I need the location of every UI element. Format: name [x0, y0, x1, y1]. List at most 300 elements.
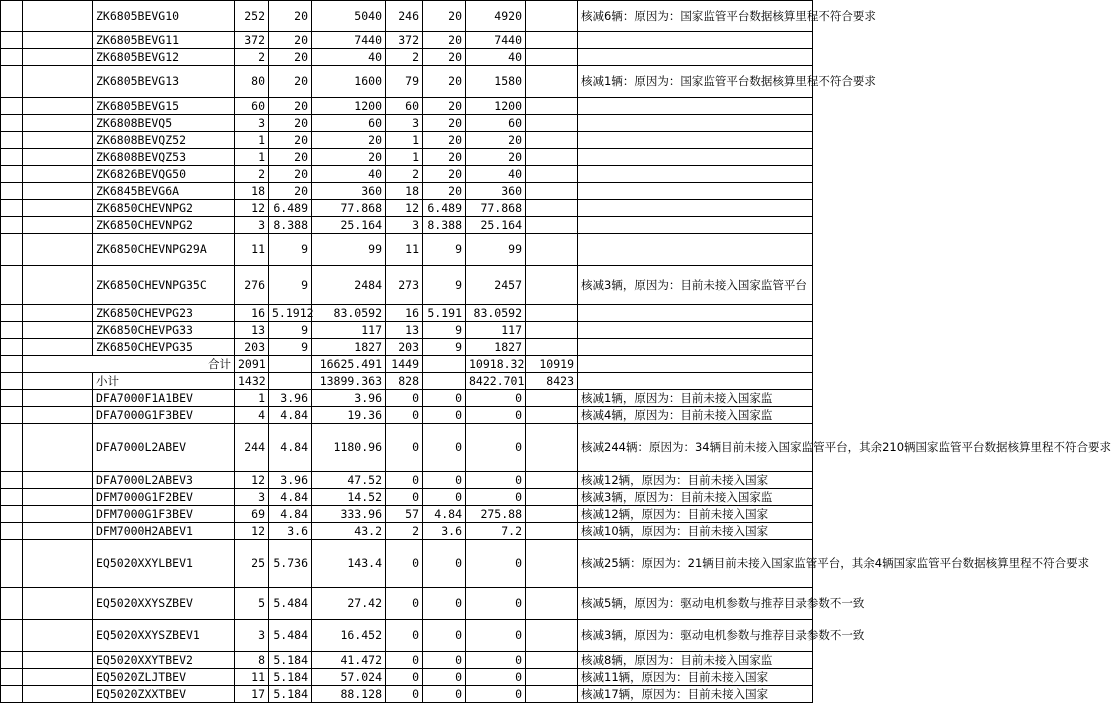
- value-cell: 252: [235, 1, 269, 32]
- value-cell: 5: [235, 588, 269, 620]
- model-cell: ZK6850CHEVNPG29A: [93, 234, 235, 266]
- row-gutter-cell: [1, 98, 23, 115]
- table-row: [1, 322, 813, 339]
- value-cell: 0: [423, 540, 466, 588]
- empty-cell: [526, 424, 578, 472]
- table-row: [1, 66, 813, 98]
- group-cell: [23, 217, 93, 234]
- value-cell: 14.52: [312, 489, 386, 506]
- model-cell: ZK6850CHEVPG33: [93, 322, 235, 339]
- value-cell: 6.489: [423, 200, 466, 217]
- value-cell: 0: [386, 489, 423, 506]
- value-cell: 20: [269, 1, 312, 32]
- model-cell: EQ5020XXYTBEV2: [93, 652, 235, 669]
- row-gutter-cell: [1, 686, 23, 703]
- value-cell: 83.0592: [466, 305, 526, 322]
- row-gutter-cell: [1, 356, 23, 373]
- value-cell: 20: [466, 149, 526, 166]
- value-cell: 12: [235, 200, 269, 217]
- empty-cell: [269, 356, 312, 373]
- model-cell: ZK6805BEVG10: [93, 1, 235, 32]
- value-cell: 0: [423, 652, 466, 669]
- value-cell: 0: [386, 424, 423, 472]
- empty-cell: [526, 322, 578, 339]
- row-gutter-cell: [1, 620, 23, 652]
- group-cell: [23, 183, 93, 200]
- table-row: [1, 506, 813, 523]
- subtotal-approved-count: 828: [386, 373, 423, 390]
- model-cell: EQ5020XXYSZBEV1: [93, 620, 235, 652]
- model-cell: DFM7000G1F3BEV: [93, 506, 235, 523]
- value-cell: 43.2: [312, 523, 386, 540]
- group-cell: [23, 234, 93, 266]
- table-row: [1, 523, 813, 540]
- value-cell: 9: [423, 339, 466, 356]
- value-cell: 372: [235, 32, 269, 49]
- note-cell: 核减1辆，原因为：目前未接入国家监: [578, 390, 813, 407]
- value-cell: 20: [269, 149, 312, 166]
- table-row: [1, 132, 813, 149]
- note-cell: [578, 98, 813, 115]
- value-cell: 1180.96: [312, 424, 386, 472]
- value-cell: 2: [386, 49, 423, 66]
- value-cell: 18: [386, 183, 423, 200]
- group-cell: [23, 424, 93, 472]
- value-cell: 0: [386, 588, 423, 620]
- value-cell: 244: [235, 424, 269, 472]
- value-cell: 3: [386, 115, 423, 132]
- value-cell: 0: [423, 407, 466, 424]
- value-cell: 0: [386, 652, 423, 669]
- row-gutter-cell: [1, 373, 23, 390]
- value-cell: 0: [386, 472, 423, 489]
- value-cell: 8.388: [269, 217, 312, 234]
- note-cell: [578, 339, 813, 356]
- row-gutter-cell: [1, 305, 23, 322]
- value-cell: 19.36: [312, 407, 386, 424]
- value-cell: 20: [423, 132, 466, 149]
- value-cell: 0: [386, 620, 423, 652]
- row-gutter-cell: [1, 489, 23, 506]
- note-cell: 核减244辆：原因为：34辆目前未接入国家监管平台，其余210辆国家监管平台数据核算里程不符合要求: [578, 424, 813, 472]
- table-row: [1, 200, 813, 217]
- value-cell: 57: [386, 506, 423, 523]
- group-cell: [23, 149, 93, 166]
- row-gutter-cell: [1, 200, 23, 217]
- table-row: [1, 217, 813, 234]
- value-cell: 16: [235, 305, 269, 322]
- value-cell: 5.184: [269, 686, 312, 703]
- value-cell: 246: [386, 1, 423, 32]
- value-cell: 11: [235, 234, 269, 266]
- total-approved-amount: 10918.32: [466, 356, 526, 373]
- empty-cell: [526, 166, 578, 183]
- model-cell: EQ5020ZLJTBEV: [93, 669, 235, 686]
- group-cell: [23, 373, 93, 390]
- total-approved-count: 1449: [386, 356, 423, 373]
- row-gutter-cell: [1, 49, 23, 66]
- value-cell: 80: [235, 66, 269, 98]
- empty-cell: [526, 32, 578, 49]
- table-row: [1, 540, 813, 588]
- value-cell: 20: [269, 66, 312, 98]
- value-cell: 372: [386, 32, 423, 49]
- table-row: [1, 620, 813, 652]
- value-cell: 13: [235, 322, 269, 339]
- value-cell: 0: [423, 686, 466, 703]
- note-cell: 核减25辆：原因为：21辆目前未接入国家监管平台，其余4辆国家监管平台数据核算里程不符合要求: [578, 540, 813, 588]
- total-count: 2091: [235, 356, 269, 373]
- empty-cell: [526, 66, 578, 98]
- value-cell: 60: [235, 98, 269, 115]
- value-cell: 20: [269, 32, 312, 49]
- value-cell: 5.736: [269, 540, 312, 588]
- value-cell: 0: [466, 424, 526, 472]
- value-cell: 0: [386, 686, 423, 703]
- value-cell: 20: [312, 132, 386, 149]
- value-cell: 12: [235, 523, 269, 540]
- note-cell: 核减3辆，原因为：驱动电机参数与推荐目录参数不一致: [578, 620, 813, 652]
- value-cell: 6.489: [269, 200, 312, 217]
- group-cell: [23, 305, 93, 322]
- table-row: [1, 407, 813, 424]
- model-cell: ZK6850CHEVNPG2: [93, 200, 235, 217]
- empty-cell: [526, 407, 578, 424]
- value-cell: 40: [466, 166, 526, 183]
- value-cell: 1200: [312, 98, 386, 115]
- table-row: [1, 49, 813, 66]
- model-cell: ZK6805BEVG11: [93, 32, 235, 49]
- row-gutter-cell: [1, 66, 23, 98]
- group-cell: [23, 472, 93, 489]
- value-cell: 4: [235, 407, 269, 424]
- value-cell: 276: [235, 266, 269, 305]
- value-cell: 2: [386, 166, 423, 183]
- value-cell: 40: [312, 166, 386, 183]
- group-cell: [23, 588, 93, 620]
- empty-cell: [526, 200, 578, 217]
- value-cell: 13: [386, 322, 423, 339]
- value-cell: 20: [423, 149, 466, 166]
- table-row: [1, 166, 813, 183]
- model-cell: ZK6850CHEVNPG35C: [93, 266, 235, 305]
- value-cell: 1: [386, 149, 423, 166]
- note-cell: 核减3辆，原因为：目前未接入国家监管平台: [578, 266, 813, 305]
- value-cell: 117: [466, 322, 526, 339]
- note-cell: 核减3辆，原因为：目前未接入国家监: [578, 489, 813, 506]
- group-cell: [23, 489, 93, 506]
- value-cell: 275.88: [466, 506, 526, 523]
- value-cell: 20: [423, 183, 466, 200]
- value-cell: 2: [235, 49, 269, 66]
- empty-cell: [526, 540, 578, 588]
- value-cell: 273: [386, 266, 423, 305]
- value-cell: 1600: [312, 66, 386, 98]
- subtotal-count: 1432: [235, 373, 269, 390]
- group-cell: [23, 669, 93, 686]
- group-cell: [23, 540, 93, 588]
- value-cell: 4.84: [269, 506, 312, 523]
- note-cell: 核减11辆，原因为：目前未接入国家: [578, 669, 813, 686]
- value-cell: 0: [466, 407, 526, 424]
- table-row: [1, 489, 813, 506]
- total-amount: 16625.491: [312, 356, 386, 373]
- empty-cell: [423, 373, 466, 390]
- value-cell: 69: [235, 506, 269, 523]
- value-cell: 3.96: [269, 472, 312, 489]
- value-cell: 20: [269, 49, 312, 66]
- value-cell: 8: [235, 652, 269, 669]
- value-cell: 20: [423, 166, 466, 183]
- value-cell: 3: [235, 620, 269, 652]
- value-cell: 20: [269, 98, 312, 115]
- group-cell: [23, 66, 93, 98]
- table-row: [1, 652, 813, 669]
- value-cell: 0: [423, 489, 466, 506]
- table-row: [1, 1, 813, 32]
- value-cell: 203: [386, 339, 423, 356]
- note-cell: [578, 234, 813, 266]
- note-cell: [578, 149, 813, 166]
- table-row: [1, 149, 813, 166]
- value-cell: 5.191: [423, 305, 466, 322]
- group-cell: [23, 390, 93, 407]
- empty-cell: [578, 356, 813, 373]
- group-cell: [23, 266, 93, 305]
- value-cell: 2484: [312, 266, 386, 305]
- value-cell: 11: [235, 669, 269, 686]
- model-cell: DFM7000H2ABEV1: [93, 523, 235, 540]
- table-row: [1, 339, 813, 356]
- value-cell: 3: [235, 489, 269, 506]
- value-cell: 12: [386, 200, 423, 217]
- value-cell: 20: [423, 66, 466, 98]
- value-cell: 143.4: [312, 540, 386, 588]
- row-gutter-cell: [1, 506, 23, 523]
- row-gutter-cell: [1, 523, 23, 540]
- note-cell: [578, 115, 813, 132]
- value-cell: 0: [466, 472, 526, 489]
- empty-cell: [526, 115, 578, 132]
- value-cell: 5.484: [269, 620, 312, 652]
- total-row: [1, 356, 813, 373]
- value-cell: 203: [235, 339, 269, 356]
- empty-cell: [526, 686, 578, 703]
- model-cell: ZK6808BEVQZ53: [93, 149, 235, 166]
- row-gutter-cell: [1, 217, 23, 234]
- value-cell: 77.868: [312, 200, 386, 217]
- group-cell: [23, 339, 93, 356]
- note-cell: 核减12辆，原因为：目前未接入国家: [578, 506, 813, 523]
- empty-cell: [526, 266, 578, 305]
- row-gutter-cell: [1, 339, 23, 356]
- empty-cell: [526, 652, 578, 669]
- empty-cell: [526, 489, 578, 506]
- value-cell: 0: [423, 588, 466, 620]
- group-cell: [23, 523, 93, 540]
- value-cell: 5.184: [269, 652, 312, 669]
- value-cell: 0: [386, 390, 423, 407]
- value-cell: 0: [386, 407, 423, 424]
- note-cell: [578, 217, 813, 234]
- note-cell: 核减10辆，原因为：目前未接入国家: [578, 523, 813, 540]
- empty-cell: [526, 506, 578, 523]
- value-cell: 20: [423, 1, 466, 32]
- model-cell: ZK6850CHEVPG35: [93, 339, 235, 356]
- table-row: [1, 588, 813, 620]
- group-cell: [23, 166, 93, 183]
- note-cell: [578, 322, 813, 339]
- group-cell: [23, 506, 93, 523]
- value-cell: 20: [269, 183, 312, 200]
- value-cell: 20: [466, 132, 526, 149]
- empty-cell: [423, 356, 466, 373]
- model-cell: DFA7000F1A1BEV: [93, 390, 235, 407]
- value-cell: 60: [466, 115, 526, 132]
- value-cell: 16: [386, 305, 423, 322]
- row-gutter-cell: [1, 1, 23, 32]
- value-cell: 11: [386, 234, 423, 266]
- table-body: [1, 1, 1111, 703]
- table-row: [1, 390, 813, 407]
- table-row: [1, 424, 813, 472]
- model-cell: DFM7000G1F2BEV: [93, 489, 235, 506]
- value-cell: 7.2: [466, 523, 526, 540]
- table-row: [1, 234, 813, 266]
- value-cell: 2457: [466, 266, 526, 305]
- empty-cell: [526, 588, 578, 620]
- value-cell: 3.6: [269, 523, 312, 540]
- value-cell: 79: [386, 66, 423, 98]
- value-cell: 4.84: [423, 506, 466, 523]
- group-cell: [23, 407, 93, 424]
- value-cell: 3.96: [312, 390, 386, 407]
- value-cell: 360: [312, 183, 386, 200]
- row-gutter-cell: [1, 540, 23, 588]
- table-row: [1, 305, 813, 322]
- value-cell: 0: [466, 390, 526, 407]
- table-row: [1, 115, 813, 132]
- value-cell: 99: [312, 234, 386, 266]
- empty-cell: [526, 132, 578, 149]
- empty-cell: [526, 217, 578, 234]
- empty-cell: [526, 1, 578, 32]
- value-cell: 3.6: [423, 523, 466, 540]
- note-cell: 核减6辆：原因为：国家监管平台数据核算里程不符合要求: [578, 1, 813, 32]
- value-cell: 117: [312, 322, 386, 339]
- value-cell: 20: [269, 115, 312, 132]
- value-cell: 1827: [312, 339, 386, 356]
- total-rounded: 10919: [526, 356, 578, 373]
- value-cell: 4.84: [269, 407, 312, 424]
- value-cell: 40: [312, 49, 386, 66]
- value-cell: 41.472: [312, 652, 386, 669]
- value-cell: 3: [386, 217, 423, 234]
- note-cell: [578, 166, 813, 183]
- subtotal-row: [1, 373, 813, 390]
- row-gutter-cell: [1, 132, 23, 149]
- value-cell: 25.164: [466, 217, 526, 234]
- value-cell: 2: [386, 523, 423, 540]
- value-cell: 3: [235, 115, 269, 132]
- value-cell: 1: [386, 132, 423, 149]
- model-cell: ZK6850CHEVPG23: [93, 305, 235, 322]
- empty-cell: [526, 305, 578, 322]
- empty-cell: [578, 373, 813, 390]
- note-cell: [578, 305, 813, 322]
- value-cell: 0: [386, 669, 423, 686]
- empty-cell: [526, 98, 578, 115]
- table-row: [1, 669, 813, 686]
- row-gutter-cell: [1, 407, 23, 424]
- value-cell: 0: [466, 588, 526, 620]
- empty-cell: [526, 523, 578, 540]
- model-cell: DFA7000G1F3BEV: [93, 407, 235, 424]
- value-cell: 16.452: [312, 620, 386, 652]
- value-cell: 0: [466, 540, 526, 588]
- value-cell: 40: [466, 49, 526, 66]
- value-cell: 0: [466, 686, 526, 703]
- value-cell: 1827: [466, 339, 526, 356]
- row-gutter-cell: [1, 266, 23, 305]
- group-cell: [23, 98, 93, 115]
- value-cell: 7440: [466, 32, 526, 49]
- value-cell: 1: [235, 132, 269, 149]
- note-cell: [578, 32, 813, 49]
- row-gutter-cell: [1, 588, 23, 620]
- value-cell: 7440: [312, 32, 386, 49]
- value-cell: 1580: [466, 66, 526, 98]
- row-gutter-cell: [1, 424, 23, 472]
- value-cell: 25: [235, 540, 269, 588]
- group-cell: [23, 322, 93, 339]
- value-cell: 1200: [466, 98, 526, 115]
- value-cell: 9: [423, 322, 466, 339]
- group-cell: [23, 49, 93, 66]
- empty-cell: [526, 390, 578, 407]
- value-cell: 1: [235, 390, 269, 407]
- group-cell: [23, 652, 93, 669]
- value-cell: 9: [269, 234, 312, 266]
- model-cell: ZK6845BEVG6A: [93, 183, 235, 200]
- value-cell: 4.84: [269, 424, 312, 472]
- note-cell: 核减8辆，原因为：目前未接入国家监: [578, 652, 813, 669]
- model-cell: EQ5020XXYLBEV1: [93, 540, 235, 588]
- value-cell: 9: [423, 234, 466, 266]
- value-cell: 88.128: [312, 686, 386, 703]
- value-cell: 20: [423, 115, 466, 132]
- value-cell: 4920: [466, 1, 526, 32]
- row-gutter-cell: [1, 322, 23, 339]
- value-cell: 27.42: [312, 588, 386, 620]
- table-row: [1, 472, 813, 489]
- empty-cell: [526, 472, 578, 489]
- value-cell: 0: [386, 540, 423, 588]
- value-cell: 0: [423, 390, 466, 407]
- row-gutter-cell: [1, 166, 23, 183]
- table-row: [1, 183, 813, 200]
- group-cell: [23, 115, 93, 132]
- table-row: [1, 266, 813, 305]
- value-cell: 12: [235, 472, 269, 489]
- value-cell: 0: [423, 669, 466, 686]
- value-cell: 99: [466, 234, 526, 266]
- value-cell: 9: [269, 339, 312, 356]
- model-cell: ZK6805BEVG12: [93, 49, 235, 66]
- model-cell: ZK6826BEVQG50: [93, 166, 235, 183]
- row-gutter-cell: [1, 472, 23, 489]
- value-cell: 20: [423, 32, 466, 49]
